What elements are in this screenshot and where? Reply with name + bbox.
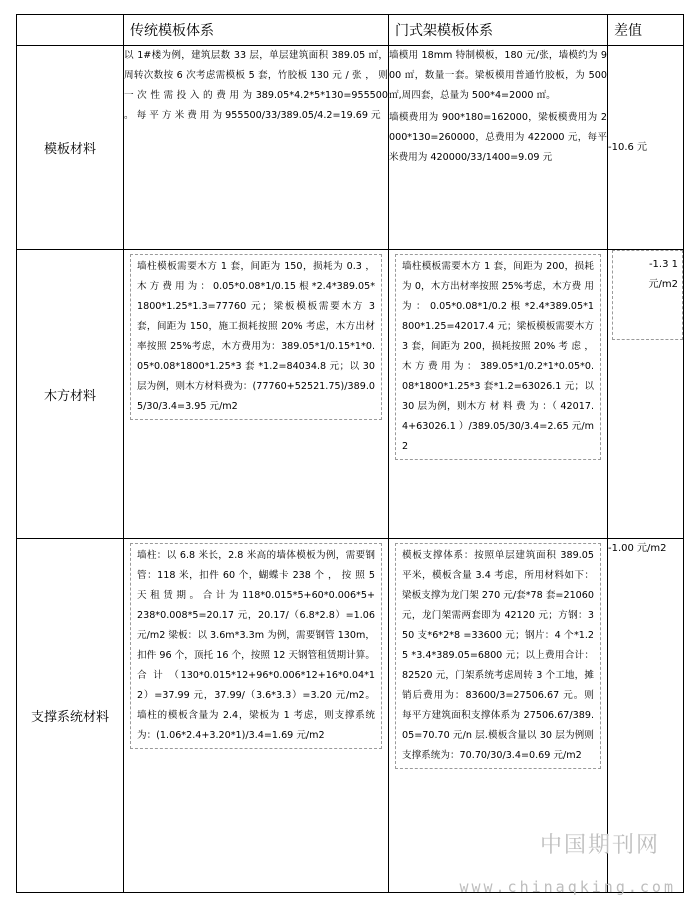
row-label-timber: 木方材料 xyxy=(17,250,124,539)
watermark-url: www.chinaqking.com xyxy=(459,878,676,896)
header-row xyxy=(17,15,684,46)
header-diff: 差值 xyxy=(608,15,684,46)
support-traditional-cell xyxy=(124,539,389,893)
watermark-cn: 中国期刊网 xyxy=(539,833,660,858)
timber-portal-text: 墙柱模板需要木方 1 套，间距为 200，损耗为 0，木方出材率按照 25%考虑，木方费 用 为 ： 0.05*0.08*1/0.2 根 *2.4*389.05*1800*1.25=42017.4 元；梁板模板需要木方 3 套，间距为 200，损耗按照 20% 考 虑 ， 木 方 费 用 为 ： 389.05*1/0.2*1*0.05*0.08*1800*1.25*3 套*1.2=63026.1 元；以 30 层为例，则木方 材 料 费 为 ：（ 42017.4+63026.1 ）/389.05/30/3.4=2.65 元/m2 xyxy=(395,254,601,460)
timber-diff: -1.3 1 元/m2 xyxy=(612,250,683,340)
support-portal-text: 模板支撑体系：按照单层建筑面积 389.05 平米，模板含量 3.4 考虑，所用材料如下：梁板支撑为龙门架 270 元/套*78 套=21060 元，龙门架需两套即为 42120 元；方钢：350 支*6*2*8 =33600 元；钢片：4 个*1.25 *3.4*389.05=6800 元；以上费用合计：82520 元，门架系统考虑周转 3 个工地，摊销后费用为：83600/3=27506.67 元。则每平方建筑面积支撑体系为 27506.67/389.05=70.70 元/n 层.模板含量以 30 层为例则支撑系统为：70.70/30/3.4=0.69 元/m2 xyxy=(395,543,601,769)
formwork-portal-text-2: 墙模费用为 900*180=162000，梁板模费用为 2000*130=260000，总费用为 422000 元，每平米费用为 420000/33/1400=9.09 元 xyxy=(389,112,607,163)
header-traditional: 传统模板体系 xyxy=(124,15,389,46)
formwork-traditional-text: 以 1#楼为例，建筑层数 33 层，单层建筑面积 389.05 ㎡，周转次数按 6 次考虑需模板 5 套，竹胶板 130 元 / 张 ， 则 一 次 性 需 投 入 的 费 用 为 389.05*4.2*5*130=955500 。 每 平 方 米 费 用 为 955500/33/389.05/4.2=19.69 元 xyxy=(124,50,388,121)
formwork-traditional-cell xyxy=(124,46,389,250)
formwork-portal-text-1: 墙模用 18mm 特制模板，180 元/张，墙模约为 900 ㎡，数量一套。梁板模用普通竹胶板，为 500 ㎡,周四套，总量为 500*4=2000 ㎡。 xyxy=(389,50,607,101)
support-diff: -1.00 元/m2 xyxy=(608,539,684,893)
header-blank xyxy=(17,15,124,46)
formwork-portal-cell xyxy=(389,46,608,250)
header-portal: 门式架模板体系 xyxy=(389,15,608,46)
timber-portal-cell xyxy=(389,250,608,539)
timber-diff-cell xyxy=(608,250,684,539)
table-row-timber xyxy=(17,250,684,539)
formwork-diff: -10.6 元 xyxy=(608,46,684,250)
support-traditional-text: 墙柱：以 6.8 米长，2.8 米高的墙体模板为例，需要钢管：118 米，扣件 60 个，蝴蝶卡 238 个 ， 按 照 5 天 租 赁 期 。 合 计 为 118*0.015*5+60*0.006*5+238*0.008*5=20.17 元，20.17/（6.8*2.8）=1.06 元/m2 梁板：以 3.6m*3.3m 为例，需要钢管 130m，扣件 96 个，顶托 16 个，按照 12 天钢管租赁期计算。合 计 （130*0.015*12+96*0.006*12+16*0.04*12）=37.99 元，37.99/（3.6*3.3）=3.20 元/m2。墙柱的模板含量为 2.4，梁板为 1 考虑，则支撑系统为：(1.06*2.4+3.20*1)/3.4=1.69 元/m2 xyxy=(130,543,382,749)
timber-traditional-cell xyxy=(124,250,389,539)
row-label-support: 支撑系统材料 xyxy=(17,539,124,893)
cost-comparison-table xyxy=(16,14,684,893)
row-label-formwork: 模板材料 xyxy=(17,46,124,250)
table-row-formwork xyxy=(17,46,684,250)
timber-traditional-text: 墙柱模板需要木方 1 套，间距为 150，损耗为 0.3 ， 木 方 费 用 为 ： 0.05*0.08*1/0.15 根 *2.4*389.05*1800*1.25*1.3=77760 元；梁板模板需要木方 3 套，间距为 150，施工损耗按照 20% 考虑，木方出材率按照 25%考虑，木方费用为：389.05*1/0.15*1*0.05*0.08*1800*1.25*3 套 *1.2=84034.8 元；以 30 层为例，则木方材料费为：(77760+52521.75)/389.05/30/3.4=3.95 元/m2 xyxy=(130,254,382,420)
